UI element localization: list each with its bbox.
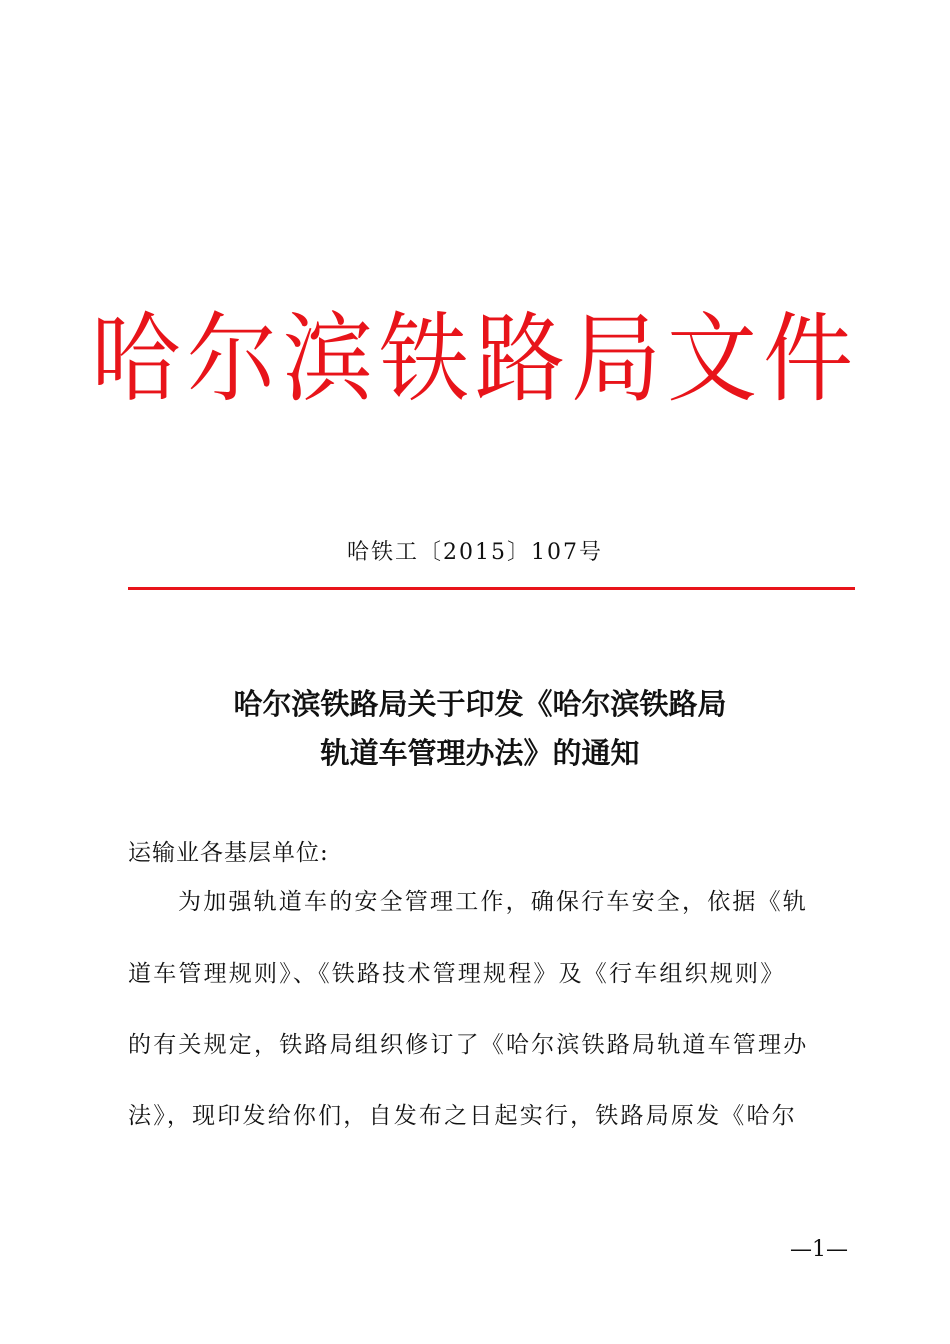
body-paragraph-line: 道车管理规则》、《铁路技术管理规程》及《行车组织规则》: [128, 961, 786, 987]
notice-title: [0, 680, 950, 778]
body-paragraph-line: 的有关规定，铁路局组织修订了《哈尔滨铁路局轨道车管理办: [128, 1032, 809, 1058]
salutation: 运输业各基层单位:: [128, 840, 329, 866]
document-masthead: 哈尔滨铁路局文件: [91, 302, 859, 417]
notice-title-line-2: 轨道车管理办法》的通知: [320, 736, 640, 770]
notice-title-line-1: 哈尔滨铁路局关于印发《哈尔滨铁路局: [233, 687, 727, 721]
red-divider-rule: [128, 587, 855, 590]
page-number: —1—: [790, 1237, 848, 1262]
body-paragraph-line: 法》，现印发给你们，自发布之日起实行，铁路局原发《哈尔: [128, 1103, 797, 1129]
document-number: 哈铁工〔2015〕107号: [347, 540, 603, 565]
body-paragraph-line: 为加强轨道车的安全管理工作，确保行车安全，依据《轨: [178, 889, 808, 915]
